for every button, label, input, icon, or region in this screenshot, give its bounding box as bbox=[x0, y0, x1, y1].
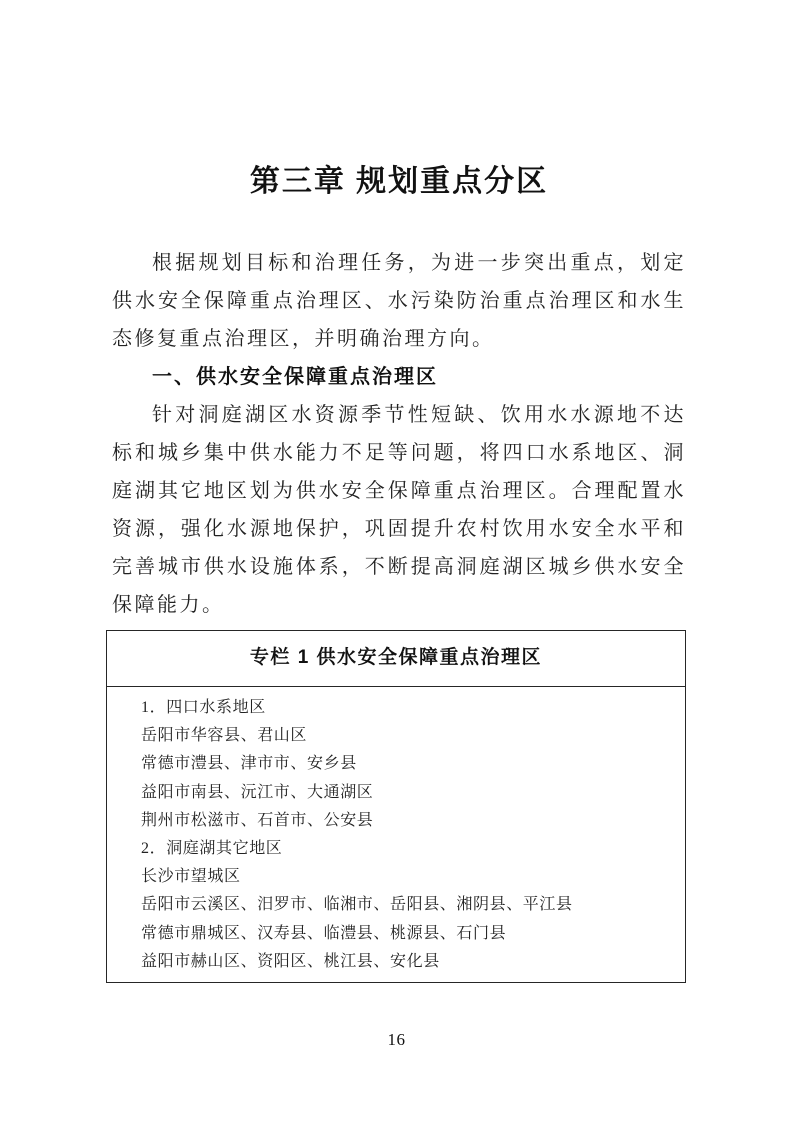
box-list-item: 荆州市松滋市、石首市、公安县 bbox=[141, 811, 374, 829]
box-list-item: 长沙市望城区 bbox=[141, 868, 241, 886]
box-list-item: 益阳市南县、沅江市、大通湖区 bbox=[141, 783, 374, 801]
box-list-item: 1．四口水系地区 bbox=[141, 699, 266, 716]
box-list-item: 2．洞庭湖其它地区 bbox=[141, 840, 283, 858]
box-list-item: 常德市鼎城区、汉寿县、临澧县、桃源县、石门县 bbox=[141, 924, 507, 942]
page-number: 16 bbox=[387, 1030, 406, 1049]
intro-paragraph: 根据规划目标和治理任务，为进一步突出重点，划定供水安全保障重点治理区、水污染防治重点治理区和水生态修复重点治理区，并明确治理方向。 bbox=[112, 252, 686, 350]
callout-box-zhuanlan-1 bbox=[106, 630, 686, 983]
box-list-item: 常德市澧县、津市市、安乡县 bbox=[141, 755, 357, 773]
callout-box-body bbox=[107, 687, 685, 982]
section-paragraph: 针对洞庭湖区水资源季节性短缺、饮用水水源地不达标和城乡集中供水能力不足等问题，将四口水系地区、洞庭湖其它地区划为供水安全保障重点治理区。合理配置水资源，强化水源地保护，巩固提升农村饮用水安全水平和完善城市供水设施体系，不断提高洞庭湖区城乡供水安全保障能力。 bbox=[112, 404, 686, 616]
box-list-item: 岳阳市华容县、君山区 bbox=[141, 727, 308, 745]
box-list-item: 益阳市赫山区、资阳区、桃江县、安化县 bbox=[141, 952, 440, 970]
box-list-item: 岳阳市云溪区、汨罗市、临湘市、岳阳县、湘阴县、平江县 bbox=[141, 896, 573, 914]
chapter-title: 第三章 规划重点分区 bbox=[249, 165, 549, 198]
section-heading-supply-safety: 一、供水安全保障重点治理区 bbox=[152, 366, 438, 388]
callout-box-title: 专栏 1 供水安全保障重点治理区 bbox=[107, 631, 685, 687]
